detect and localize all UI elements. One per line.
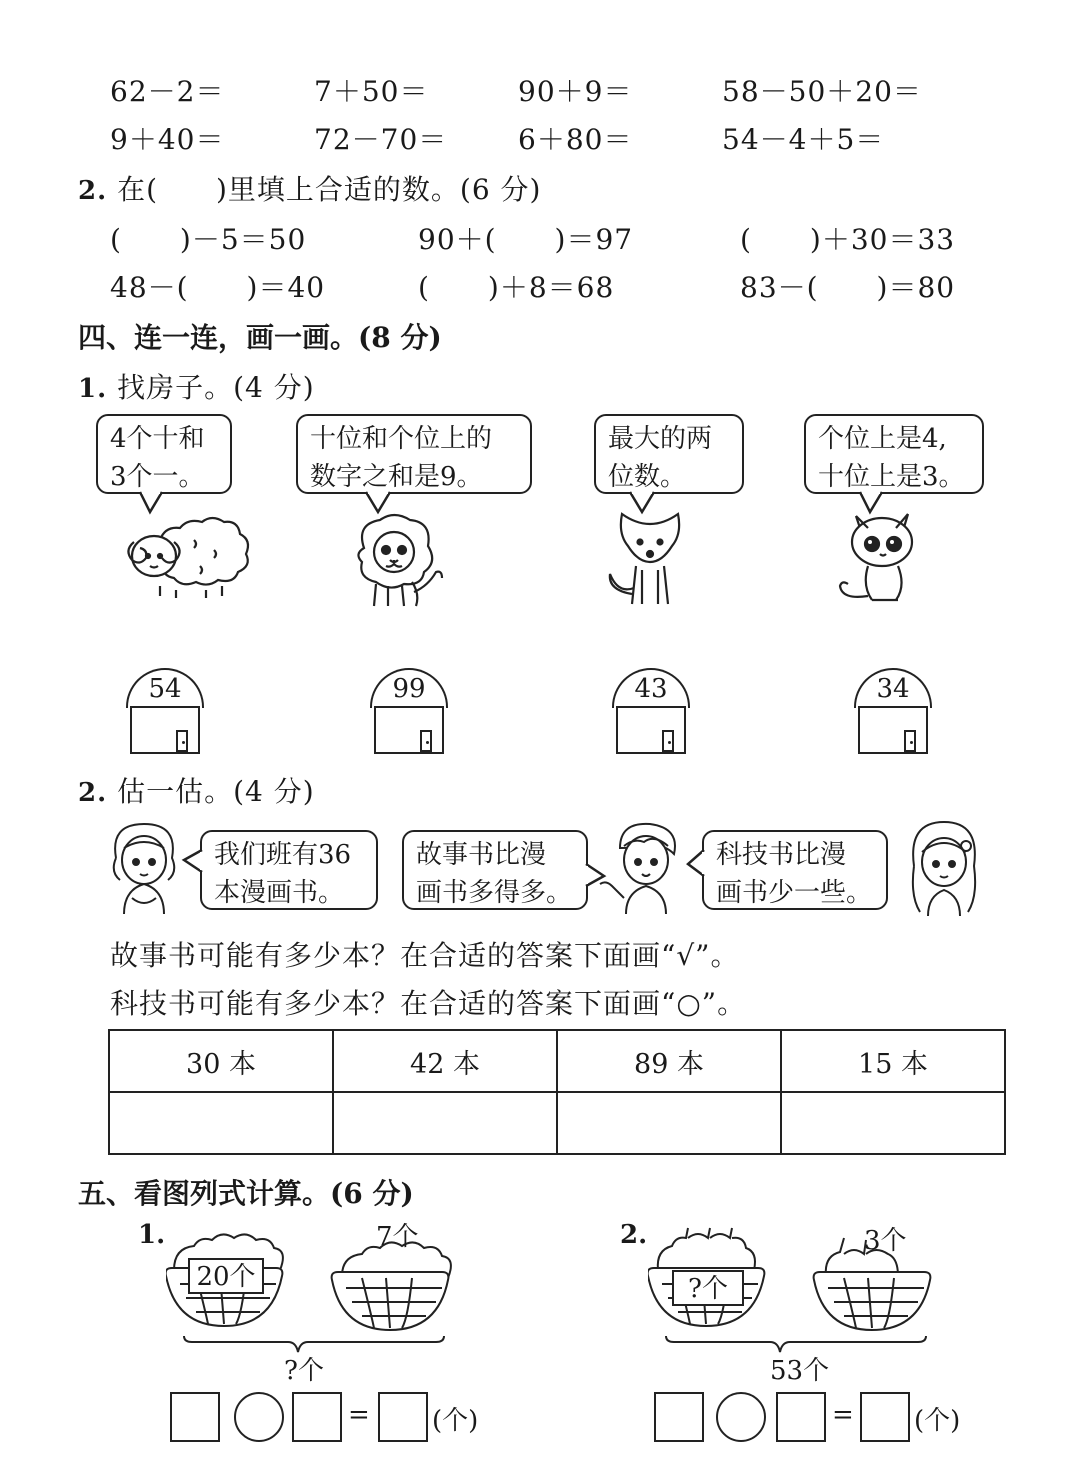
section4-title: 四、连一连，画一画。(8 分): [78, 321, 442, 354]
p2-total: 53个: [770, 1356, 830, 1386]
p2-box-result[interactable]: [860, 1392, 910, 1442]
answer-cell[interactable]: [781, 1092, 1005, 1154]
p1-equals: =: [348, 1400, 370, 1430]
p2-number: 2.: [620, 1220, 648, 1250]
speech-line: 我们班有36: [214, 840, 352, 870]
prompt-stories: 故事书可能有多少本？在合适的答案下面画“√”。: [110, 939, 740, 972]
calc-7: 6＋80＝: [518, 123, 633, 156]
calc-4: 58－50＋20＝: [722, 75, 922, 108]
p2-box-2[interactable]: [776, 1392, 826, 1442]
bubble-line: 数字之和是9。: [310, 462, 483, 492]
bubble-line: 十位上是3。: [818, 462, 965, 492]
p1-unit: (个): [432, 1406, 479, 1436]
door-icon: [176, 730, 188, 752]
bubble-line: 最大的两: [608, 424, 713, 454]
house-body: [130, 706, 200, 754]
answer-cell[interactable]: [557, 1092, 781, 1154]
p2-basket1-label: ?个: [672, 1270, 744, 1306]
calc-3: 90＋9＝: [518, 75, 633, 108]
p2-box-1[interactable]: [654, 1392, 704, 1442]
bubble-line: 位数。: [608, 462, 687, 492]
house-roof: 43: [612, 668, 690, 708]
p2-unit: (个): [914, 1406, 961, 1436]
house-body: [374, 706, 444, 754]
lion-icon[interactable]: [348, 512, 448, 612]
fox-icon[interactable]: [606, 510, 694, 610]
sheep-icon[interactable]: [120, 510, 260, 600]
p1-operator-circle[interactable]: [234, 1392, 284, 1442]
bubble-tails: [0, 0, 1080, 520]
calc-2: 7＋50＝: [314, 75, 429, 108]
table-header: 15 本: [781, 1030, 1005, 1092]
p1-basket2-label: 7个: [376, 1222, 419, 1252]
table-answer-row: [109, 1092, 1005, 1154]
s4-q2-number: 2.: [78, 778, 108, 808]
s4-q1-number: 1.: [78, 374, 108, 404]
tail: [140, 492, 162, 512]
table-header: 89 本: [557, 1030, 781, 1092]
calc-5: 9＋40＝: [110, 123, 225, 156]
house-body: [858, 706, 928, 754]
speech-tails: [0, 820, 1080, 920]
p1-basket1-label: 20个: [188, 1258, 264, 1294]
q2-title: 在( )里填上合适的数。(6 分): [117, 173, 542, 206]
p2-equals: =: [832, 1400, 854, 1430]
table-header-row: [109, 1030, 1005, 1092]
calc-8: 54－4＋5＝: [722, 123, 885, 156]
speech-line: 本漫画书。: [214, 878, 345, 908]
fill-6: 83－( )＝80: [740, 271, 956, 304]
bubble-line: 个位上是4,: [818, 424, 947, 454]
p2-basket2-label: 3个: [864, 1226, 907, 1256]
answer-cell[interactable]: [109, 1092, 333, 1154]
answer-cell[interactable]: [333, 1092, 557, 1154]
p1-box-result[interactable]: [378, 1392, 428, 1442]
door-icon: [420, 730, 432, 752]
fill-5: ( )＋8＝68: [418, 271, 615, 304]
p1-total: ?个: [284, 1356, 324, 1386]
s4-q2-heading: [78, 770, 315, 810]
speech-line: 画书多得多。: [416, 878, 573, 908]
fill-1: ( )－5＝50: [110, 223, 307, 256]
calc-6: 72－70＝: [314, 123, 448, 156]
p1-box-1[interactable]: [170, 1392, 220, 1442]
tail: [630, 492, 654, 512]
section5-title: 五、看图列式计算。(6 分): [78, 1177, 414, 1210]
house-body: [616, 706, 686, 754]
house-roof: 99: [370, 668, 448, 708]
tail: [366, 492, 390, 512]
bubble-line: 3个一。: [110, 462, 205, 492]
speech-line: 故事书比漫: [416, 840, 547, 870]
fill-3: ( )＋30＝33: [740, 223, 956, 256]
house-roof: 34: [854, 668, 932, 708]
door-icon: [662, 730, 674, 752]
cat-icon[interactable]: [838, 506, 928, 606]
p2-operator-circle[interactable]: [716, 1392, 766, 1442]
table-header: 42 本: [333, 1030, 557, 1092]
s4-q2-title: 估一估。(4 分): [117, 775, 315, 808]
speech-line: 科技书比漫: [716, 840, 847, 870]
fill-2: 90＋( )＝97: [418, 223, 634, 256]
house-roof: 54: [126, 668, 204, 708]
prompt-science: 科技书可能有多少本？在合适的答案下面画“○”。: [110, 987, 747, 1020]
table-header: 30 本: [109, 1030, 333, 1092]
bubble-line: 十位和个位上的: [310, 424, 493, 454]
q2-number: 2.: [78, 176, 108, 206]
estimate-table: [108, 1029, 1006, 1155]
p1-box-2[interactable]: [292, 1392, 342, 1442]
calc-1: 62－2＝: [110, 75, 225, 108]
bubble-line: 4个十和: [110, 424, 205, 454]
door-icon: [904, 730, 916, 752]
s4-q1-title: 找房子。(4 分): [117, 371, 315, 404]
speech-line: 画书少一些。: [716, 878, 873, 908]
fill-4: 48－( )＝40: [110, 271, 326, 304]
p1-number: 1.: [138, 1220, 166, 1250]
